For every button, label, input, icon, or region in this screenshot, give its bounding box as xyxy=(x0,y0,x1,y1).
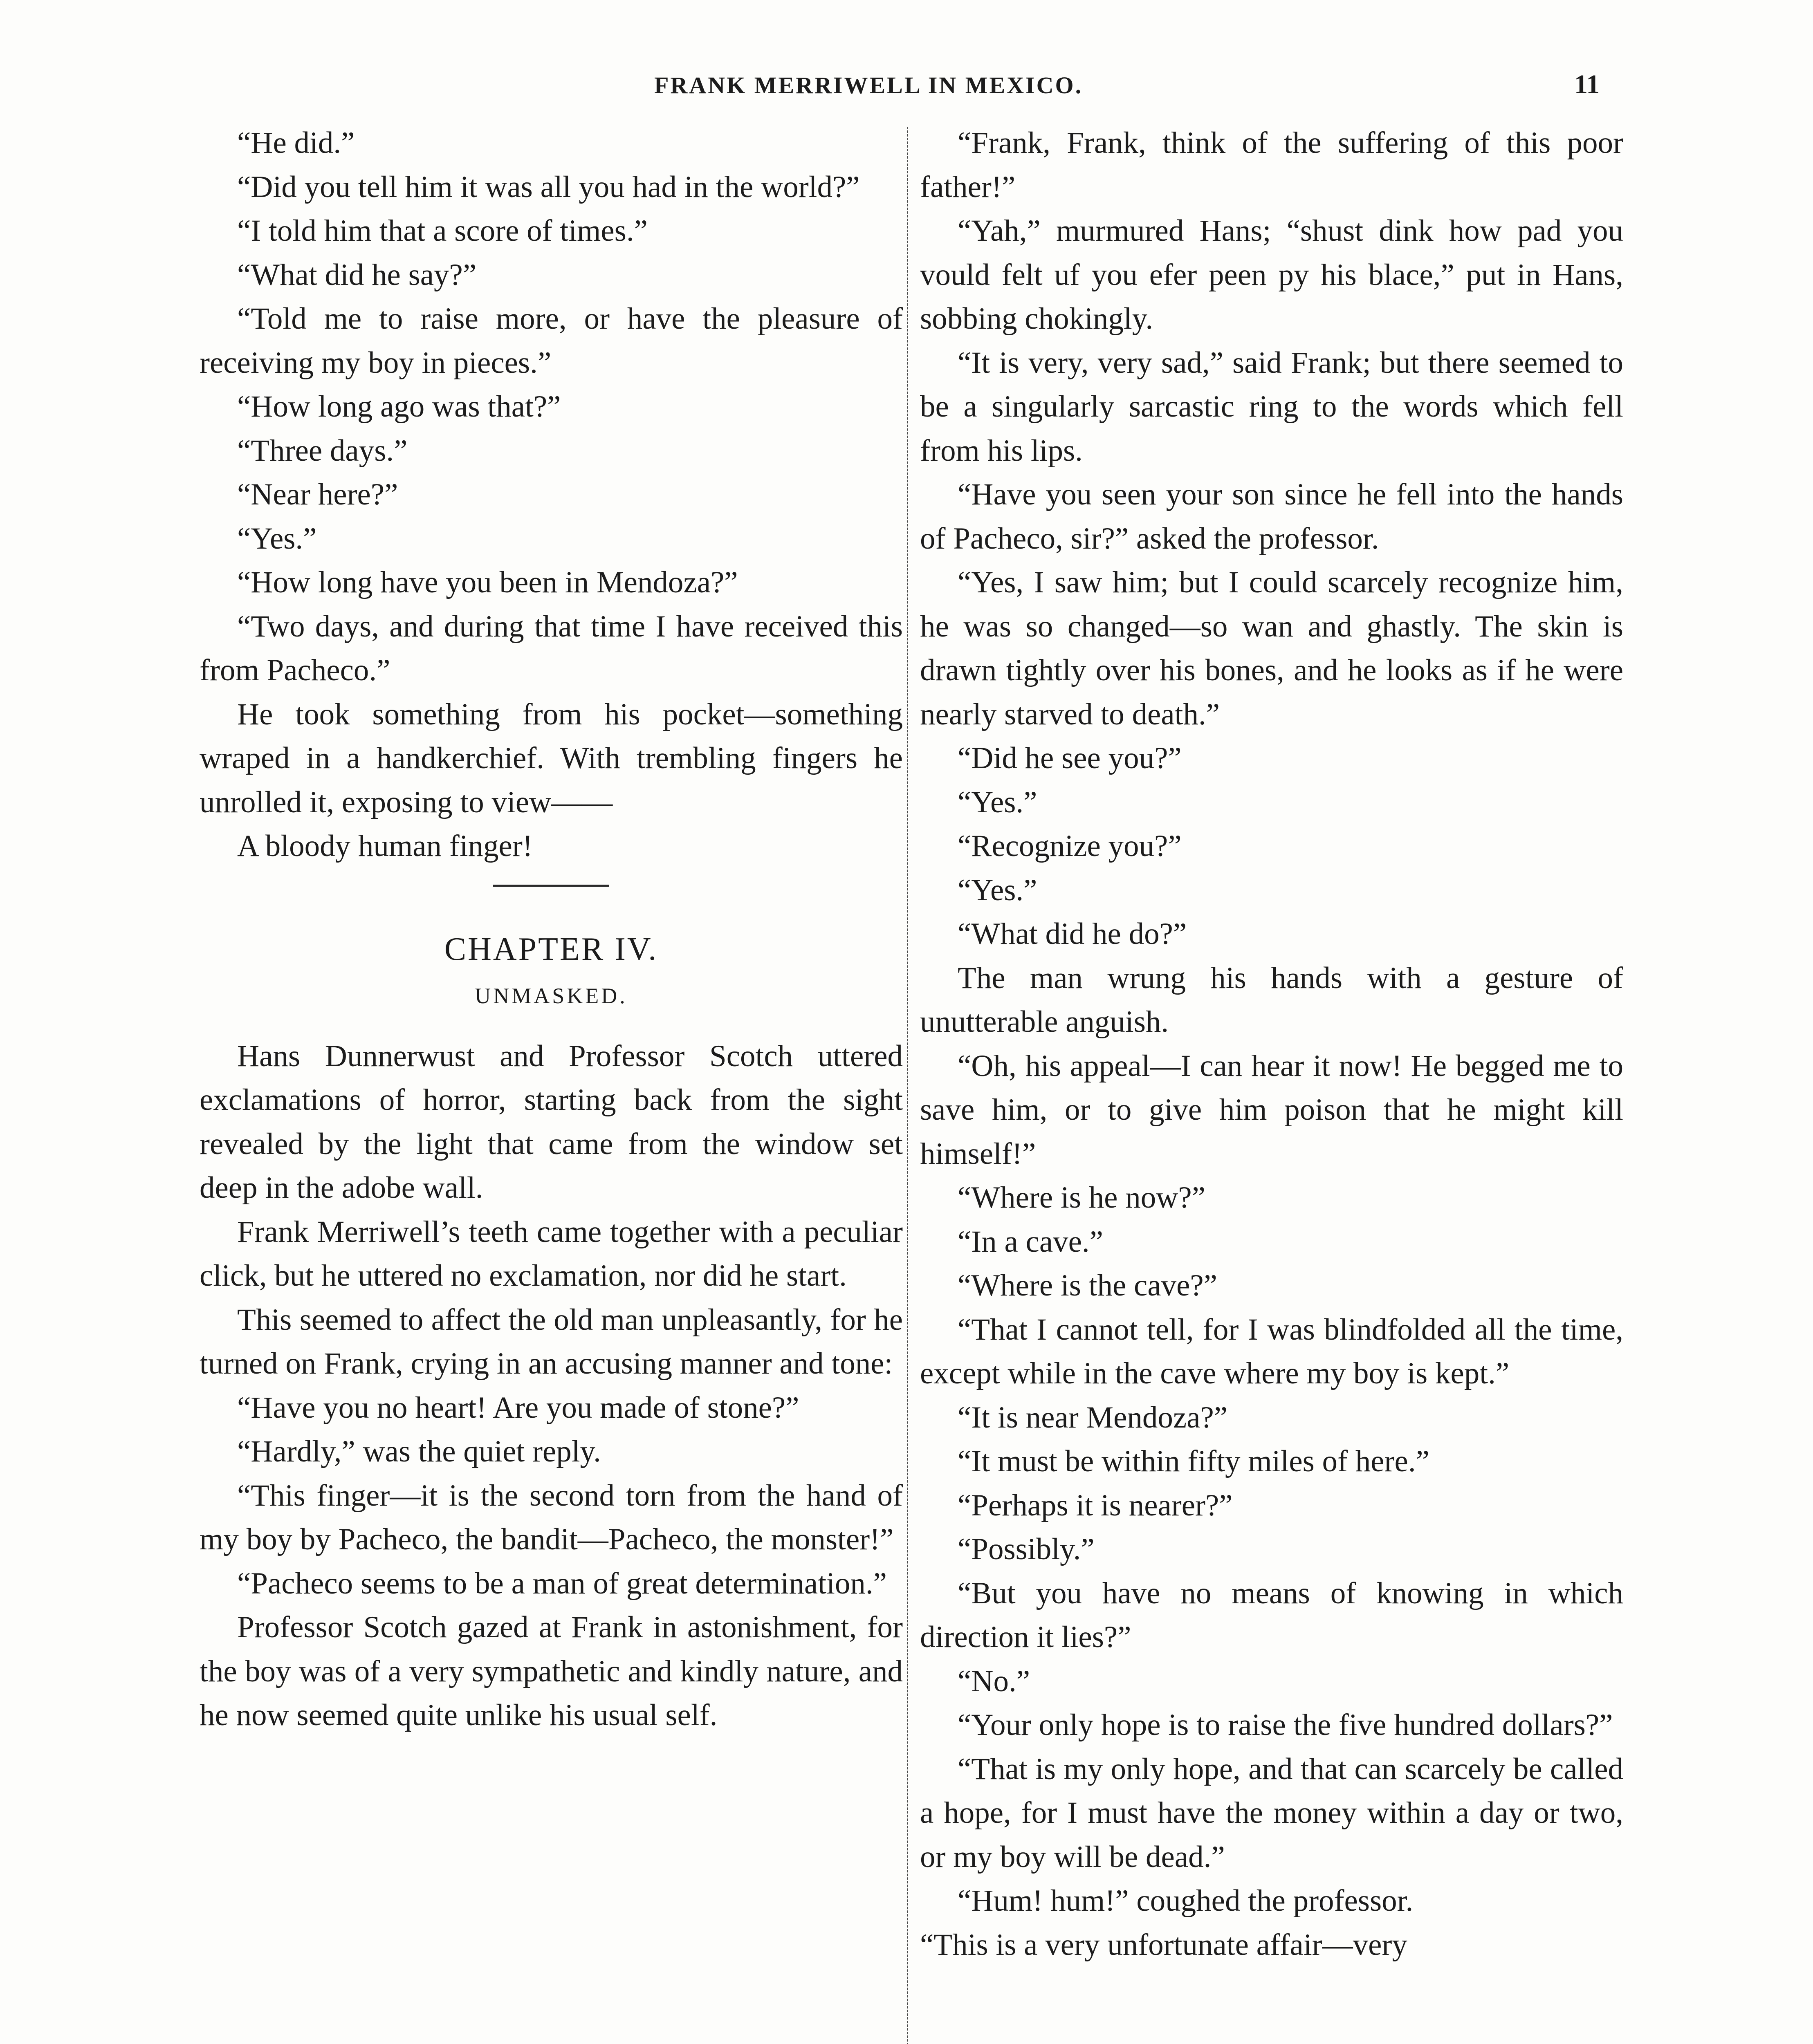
page-number: 11 xyxy=(1574,69,1600,99)
paragraph: “What did he say?” xyxy=(237,258,477,292)
paragraph: “Perhaps it is nearer?” xyxy=(958,1488,1233,1522)
paragraph: “Told me to raise more, or have the pleasure of receiving my boy in pieces.” xyxy=(200,302,903,380)
paragraph: “Have you no heart! Are you made of stone?” xyxy=(237,1390,799,1425)
page-header xyxy=(0,69,1813,117)
paragraph: Frank Merriwell’s teeth came together with a peculiar click, but he uttered no exclamation, nor did he start. xyxy=(200,1215,903,1293)
paragraph: “Two days, and during that time I have received this from Pacheco.” xyxy=(200,609,903,687)
paragraph: “Hardly,” was the quiet reply. xyxy=(237,1434,601,1468)
paragraph: “Near here?” xyxy=(237,477,398,511)
paragraph: “What did he do?” xyxy=(958,917,1187,951)
paragraph: The man wrung his hands with a gesture of unutterable anguish. xyxy=(920,961,1623,1039)
paragraph: “Did you tell him it was all you had in the world?” xyxy=(237,170,860,204)
chapter-title: CHAPTER IV. xyxy=(444,931,658,967)
chapter-subtitle: UNMASKED. xyxy=(475,983,628,1008)
paragraph: “How long ago was that?” xyxy=(237,390,561,424)
paragraph: “Yah,” murmured Hans; “shust dink how pad you vould felt uf you efer peen py his blace,” put in Hans, sobbing chokingly. xyxy=(920,214,1623,336)
paragraph: “Have you seen your son since he fell into the hands of Pacheco, sir?” asked the professor. xyxy=(920,477,1623,556)
paragraph: “No.” xyxy=(958,1664,1030,1698)
section-divider xyxy=(200,868,903,905)
paragraph: “Possibly.” xyxy=(958,1532,1095,1566)
running-title: FRANK MERRIWELL IN MEXICO. xyxy=(654,72,1083,99)
paragraph: “I told him that a score of times.” xyxy=(237,214,648,248)
paragraph: “Hum! hum!” coughed the professor. xyxy=(958,1884,1414,1918)
paragraph: This seemed to affect the old man unpleasantly, for he turned on Frank, crying in an accusing manner and tone: xyxy=(200,1302,903,1381)
paragraph: “This finger—it is the second torn from the hand of my boy by Pacheco, the bandit—Pacheco, the monster!” xyxy=(200,1478,903,1556)
right-column xyxy=(920,121,1623,1967)
paragraph: “Yes.” xyxy=(958,785,1037,819)
paragraph: “Where is he now?” xyxy=(958,1181,1205,1215)
paragraph: “Yes.” xyxy=(958,873,1037,907)
paragraph: “Recognize you?” xyxy=(958,829,1182,863)
paragraph: “Pacheco seems to be a man of great determination.” xyxy=(237,1566,887,1600)
paragraph: “Three days.” xyxy=(237,433,408,468)
paragraph: “Yes, I saw him; but I could scarcely recognize him, he was so changed—so wan and ghastly. The skin is drawn tightly over his bones, and he looks as if he were nearly starved to death.” xyxy=(920,565,1623,731)
paragraph: “It is near Mendoza?” xyxy=(958,1400,1228,1434)
paragraph: “It must be within fifty miles of here.” xyxy=(958,1444,1429,1478)
paragraph: “How long have you been in Mendoza?” xyxy=(237,565,738,599)
paragraph: He took something from his pocket—something wraped in a handkerchief. With trembling fingers he unrolled it, exposing to view—— xyxy=(200,697,903,819)
left-column xyxy=(200,121,903,1737)
paragraph: “Yes.” xyxy=(237,521,317,556)
column-divider xyxy=(907,127,908,2044)
paragraph: Hans Dunnerwust and Professor Scotch uttered exclamations of horror, starting back from the sight revealed by the light that came from the window set deep in the adobe wall. xyxy=(200,1039,903,1205)
paragraph: A bloody human finger! xyxy=(237,829,533,863)
paragraph: “This is a very unfortunate affair—very xyxy=(920,1927,1407,1962)
paragraph: “Frank, Frank, think of the suffering of this poor father!” xyxy=(920,126,1623,204)
paragraph: “Where is the cave?” xyxy=(958,1269,1217,1302)
paragraph: “In a cave.” xyxy=(958,1224,1103,1259)
paragraph: “Did he see you?” xyxy=(958,741,1182,775)
paragraph: Professor Scotch gazed at Frank in astonishment, for the boy was of a very sympathetic and kindly nature, and he now seemed quite unlike his usual self. xyxy=(200,1610,903,1732)
paragraph: “It is very, very sad,” said Frank; but there seemed to be a singularly sarcastic ring to the words which fell from his lips. xyxy=(920,345,1623,468)
paragraph: “But you have no means of knowing in which direction it lies?” xyxy=(920,1576,1623,1654)
paragraph: “That is my only hope, and that can scarcely be called a hope, for I must have the money within a day or two, or my boy will be dead.” xyxy=(920,1752,1623,1874)
paragraph: “He did.” xyxy=(237,126,355,160)
paragraph: “Your only hope is to raise the five hundred dollars?” xyxy=(958,1708,1613,1742)
paragraph: “Oh, his appeal—I can hear it now! He begged me to save him, or to give him poison that he might kill himself!” xyxy=(920,1049,1623,1171)
paragraph: “That I cannot tell, for I was blindfolded all the time, except while in the cave where my boy is kept.” xyxy=(920,1312,1623,1390)
divider-line xyxy=(493,885,609,887)
